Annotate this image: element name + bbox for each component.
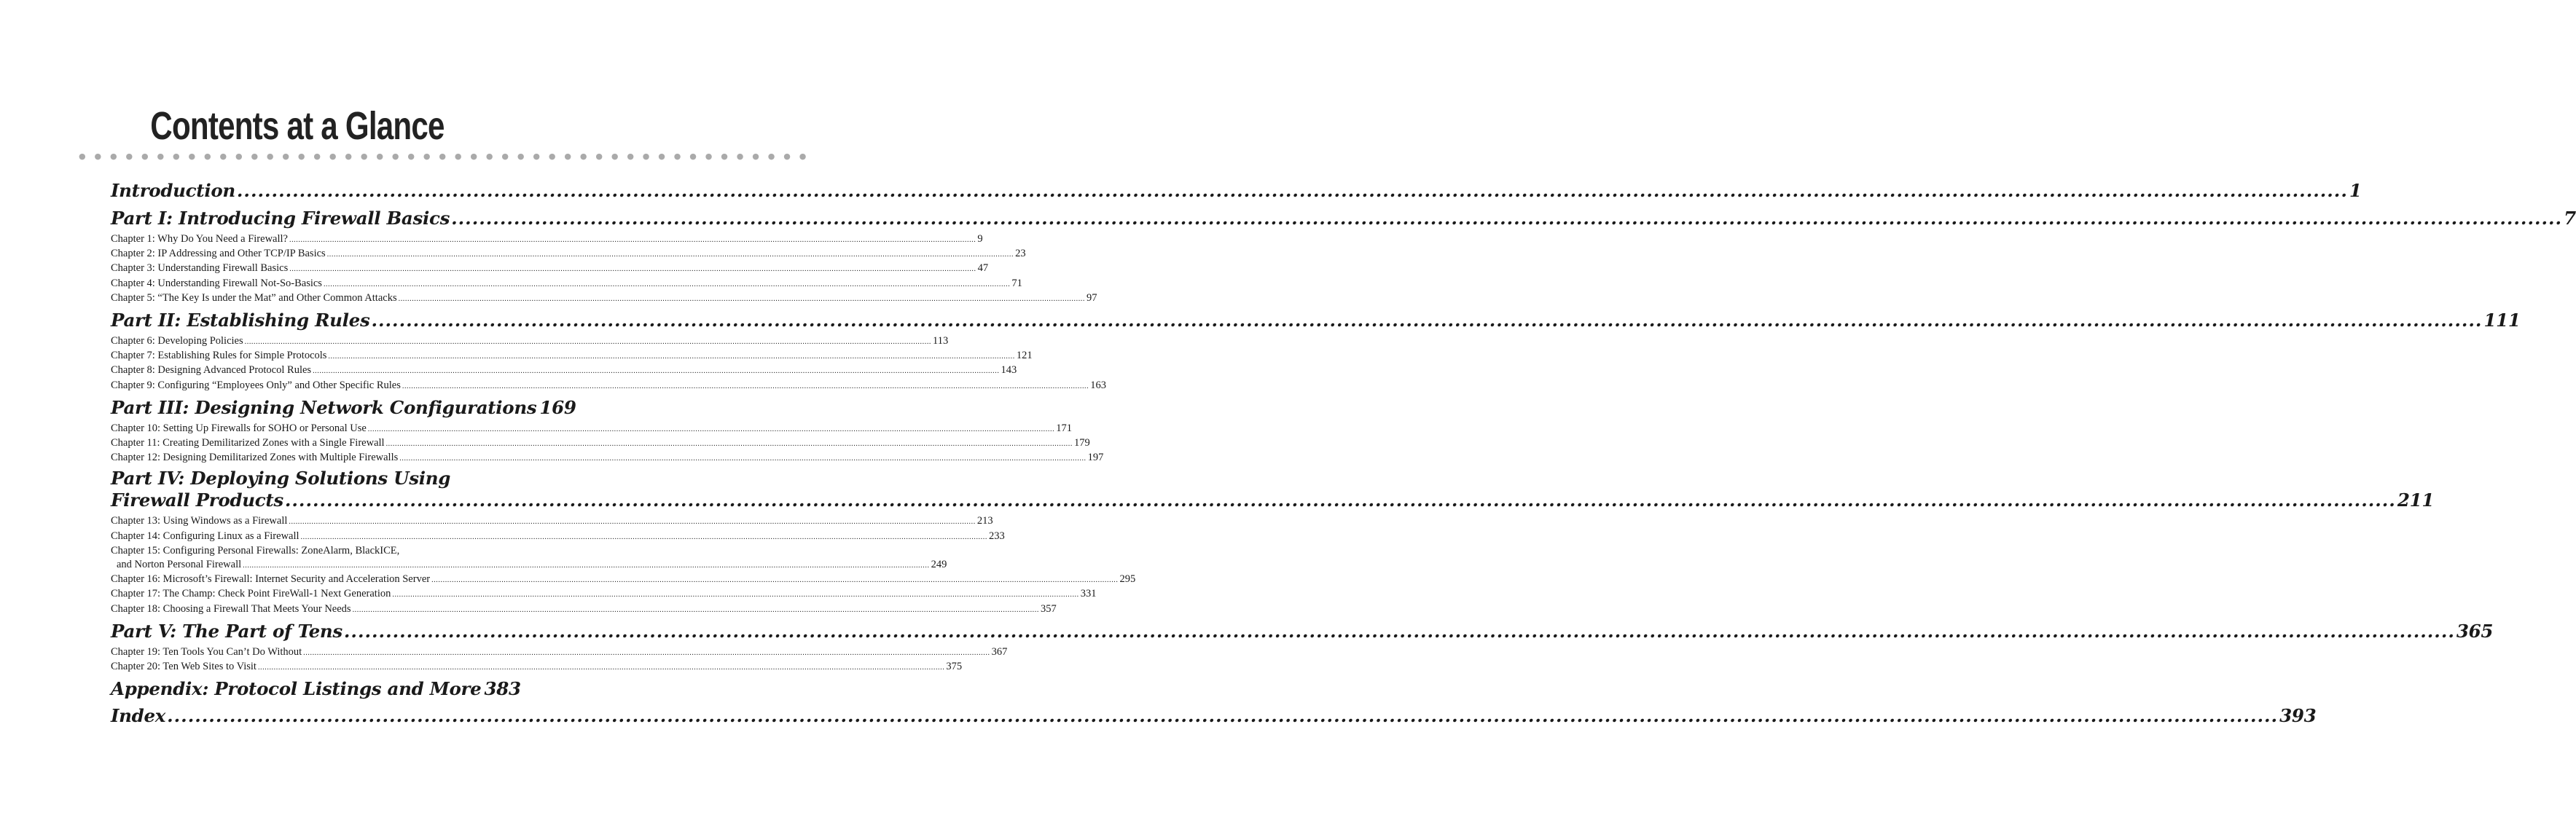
toc-page-number: 211 [2397, 489, 2435, 511]
dot-leader [392, 588, 1078, 602]
dot-leader [243, 559, 929, 573]
chapter-label: Chapter 12: Designing Demilitarized Zones with Multiple Firewalls [111, 452, 399, 464]
chapter-label: Chapter 10: Setting Up Firewalls for SOHO or Personal Use [111, 422, 367, 434]
chapter-label: Chapter 11: Creating Demilitarized Zones with a Single Firewall [111, 437, 385, 449]
dot-leader [289, 262, 976, 276]
toc-chapter-10[interactable] [111, 422, 1072, 436]
chapter-page-number: 375 [946, 661, 963, 673]
dot-leader [167, 704, 2278, 728]
toc-page-number: 7 [2564, 208, 2576, 229]
chapter-page-number: 71 [1011, 277, 1022, 289]
chapter-label: Chapter 3: Understanding Firewall Basics [111, 262, 289, 275]
toc-chapter-17[interactable] [111, 587, 1097, 602]
toc-page-number: 383 [484, 678, 521, 700]
dot-leader [237, 178, 2348, 203]
toc-chapter-9[interactable] [111, 379, 1107, 393]
chapter-page-number: 357 [1040, 602, 1057, 615]
toc-part-5[interactable] [111, 619, 2494, 644]
toc-part-4-line1[interactable]: Part IV: Deploying Solutions Using [111, 468, 451, 489]
toc-part-1[interactable] [111, 206, 2576, 231]
chapter-label: Chapter 16: Microsoft’s Firewall: Internet Security and Acceleration Server [111, 573, 431, 586]
chapter-label: Chapter 17: The Champ: Check Point FireWall-1 Next Generation [111, 588, 391, 600]
dot-leader [431, 573, 1118, 587]
toc-part-label: Firewall Products [111, 489, 283, 511]
toc-index[interactable] [111, 704, 2317, 728]
toc-part-label: Part III: Designing Network Configurations [111, 396, 537, 418]
toc-chapter-8[interactable] [111, 363, 1017, 378]
toc-part-label: Part I: Introducing Firewall Basics [111, 208, 450, 229]
toc-chapter-12[interactable] [111, 451, 1104, 465]
dot-leader [399, 292, 1085, 306]
chapter-label-line1: Chapter 15: Configuring Personal Firewalls: ZoneAlarm, BlackICE, [111, 544, 400, 557]
dot-leader [313, 364, 999, 378]
dot-leader [258, 661, 944, 675]
dot-leader [368, 422, 1054, 436]
dot-leader [386, 437, 1073, 451]
chapter-page-number: 367 [991, 645, 1008, 658]
chapter-page-number: 331 [1080, 588, 1097, 600]
chapter-label: Chapter 5: “The Key Is under the Mat” and Other Common Attacks [111, 291, 397, 304]
dot-rule-divider: ● ● ● ● ● ● ● ● ● ● ● ● ● ● ● ● ● ● ● ● ● ● ● ● ● ● ● ● ● ● ● ● ● ● ● ● ● ● ● ● ● ● ● ● ● ● ● [79, 152, 810, 161]
toc-chapter-6[interactable] [111, 334, 949, 349]
toc-chapter-1[interactable] [111, 232, 983, 247]
chapter-label-line2: and Norton Personal Firewall [117, 559, 242, 571]
toc-chapter-4[interactable] [111, 277, 1022, 291]
toc-chapter-3[interactable] [111, 261, 989, 276]
toc-chapter-2[interactable] [111, 247, 1026, 261]
table-of-contents [111, 178, 2576, 730]
toc-page-number: 365 [2456, 620, 2494, 642]
toc-entry-label: Introduction [111, 180, 235, 201]
dot-leader [399, 452, 1086, 465]
toc-part-label: Index [111, 705, 166, 727]
chapter-page-number: 249 [931, 559, 947, 571]
dot-leader [344, 619, 2455, 644]
toc-chapter-15[interactable] [111, 544, 947, 573]
chapter-label: Chapter 19: Ten Tools You Can’t Do Without [111, 645, 302, 658]
dot-leader [245, 335, 931, 349]
chapter-label: Chapter 2: IP Addressing and Other TCP/IP Basics [111, 248, 326, 260]
chapter-page-number: 213 [976, 515, 993, 527]
chapter-page-number: 197 [1087, 452, 1104, 464]
dot-leader [303, 646, 990, 660]
chapter-page-number: 171 [1056, 422, 1072, 434]
dot-leader [402, 379, 1089, 393]
dot-leader [289, 233, 976, 247]
dot-leader [353, 603, 1039, 617]
toc-part-2[interactable] [111, 308, 2521, 333]
chapter-page-number: 163 [1090, 379, 1107, 391]
chapter-page-number: 113 [933, 335, 949, 347]
toc-part-3[interactable] [111, 396, 576, 420]
dot-leader [301, 530, 987, 544]
toc-page-number: 111 [2483, 310, 2521, 331]
toc-chapter-18[interactable] [111, 602, 1057, 617]
dot-leader [324, 278, 1010, 291]
chapter-label: Chapter 1: Why Do You Need a Firewall? [111, 233, 288, 245]
toc-chapter-14[interactable] [111, 530, 1005, 544]
toc-chapter-7[interactable] [111, 349, 1033, 363]
chapter-page-number: 121 [1016, 350, 1033, 362]
chapter-label: Chapter 8: Designing Advanced Protocol Rules [111, 364, 312, 377]
chapter-label: Chapter 9: Configuring “Employees Only” and Other Specific Rules [111, 379, 401, 391]
toc-part-label: Part V: The Part of Tens [111, 620, 342, 642]
chapter-page-number: 179 [1073, 437, 1090, 449]
chapter-label: Chapter 18: Choosing a Firewall That Meets Your Needs [111, 602, 351, 615]
dot-leader [371, 308, 2482, 333]
chapter-page-number: 143 [1001, 364, 1017, 377]
toc-chapter-11[interactable] [111, 436, 1090, 451]
toc-chapter-13[interactable] [111, 514, 993, 529]
toc-page-number: 393 [2279, 705, 2317, 727]
toc-chapter-16[interactable] [111, 573, 1136, 587]
chapter-page-number: 233 [988, 530, 1005, 542]
toc-chapter-5[interactable] [111, 291, 1097, 306]
chapter-page-number: 295 [1119, 573, 1136, 586]
toc-part-label: Part II: Establishing Rules [111, 310, 370, 331]
dot-leader [327, 248, 1014, 261]
chapter-page-number: 97 [1087, 291, 1097, 304]
chapter-page-number: 47 [977, 262, 989, 275]
toc-appendix[interactable] [111, 677, 521, 701]
toc-introduction[interactable] [111, 178, 2362, 203]
chapter-label: Chapter 7: Establishing Rules for Simple Protocols [111, 350, 327, 362]
toc-chapter-19[interactable] [111, 645, 1008, 660]
chapter-page-number: 9 [977, 233, 983, 245]
toc-chapter-20[interactable] [111, 660, 963, 675]
page-title: Contents at a Glance [150, 104, 445, 148]
chapter-label: Chapter 4: Understanding Firewall Not-So-Basics [111, 277, 322, 289]
chapter-label: Chapter 13: Using Windows as a Firewall [111, 515, 288, 527]
chapter-label: Chapter 20: Ten Web Sites to Visit [111, 661, 257, 673]
chapter-page-number: 23 [1015, 248, 1026, 260]
chapter-label: Chapter 6: Developing Policies [111, 335, 243, 347]
toc-part-4[interactable] [111, 489, 2435, 511]
toc-page-number: 169 [539, 396, 576, 418]
dot-leader [285, 489, 2396, 511]
toc-page-number: 1 [2349, 180, 2362, 201]
chapter-label: Chapter 14: Configuring Linux as a Firewall [111, 530, 300, 542]
dot-leader [328, 350, 1014, 363]
dot-leader [451, 206, 2562, 231]
dot-leader [289, 515, 975, 529]
toc-part-label: Appendix: Protocol Listings and More [111, 678, 482, 700]
